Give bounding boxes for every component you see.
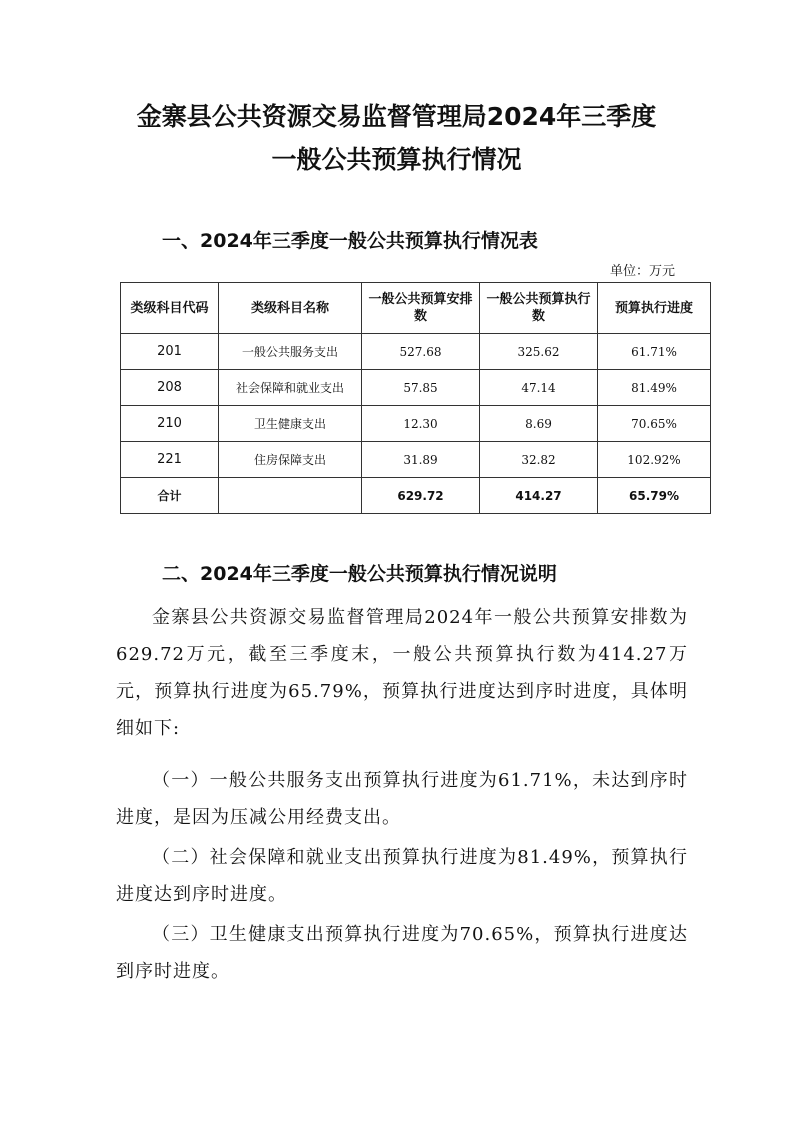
table-row [121,370,711,406]
cell-name: 社会保障和就业支出 [219,370,362,406]
budget-table [120,282,711,514]
section2-heading: 二、2024年三季度一般公共预算执行情况说明 [162,563,557,585]
total-label: 合计 [121,478,219,514]
cell-progress: 70.65% [598,406,711,442]
document-title-line1: 金寨县公共资源交易监督管理局2024年三季度 [136,102,657,131]
table-total-row [121,478,711,514]
cell-executed: 32.82 [480,442,598,478]
cell-code: 201 [121,334,219,370]
cell-executed: 325.62 [480,334,598,370]
cell-code: 210 [121,406,219,442]
cell-name: 住房保障支出 [219,442,362,478]
explanation-paragraph-item2: （二）社会保障和就业支出预算执行进度为81.49%，预算执行进度达到序时进度。 [116,847,688,905]
cell-budget: 31.89 [362,442,480,478]
cell-code: 221 [121,442,219,478]
cell-name: 卫生健康支出 [219,406,362,442]
header-progress: 预算执行进度 [598,283,711,334]
header-name: 类级科目名称 [219,283,362,334]
total-budget: 629.72 [362,478,480,514]
total-progress: 65.79% [598,478,711,514]
cell-progress: 81.49% [598,370,711,406]
cell-executed: 47.14 [480,370,598,406]
explanation-paragraph-item1: （一）一般公共服务支出预算执行进度为61.71%，未达到序时进度，是因为压减公用经费支出。 [116,770,688,828]
table-row [121,406,711,442]
explanation-paragraph-item3: （三）卫生健康支出预算执行进度为70.65%，预算执行进度达到序时进度。 [116,924,688,982]
table-row [121,442,711,478]
document-title-line2: 一般公共预算执行情况 [271,145,522,174]
header-code: 类级科目代码 [121,283,219,334]
cell-budget: 12.30 [362,406,480,442]
header-budget: 一般公共预算安排数 [362,283,480,334]
section1-heading: 一、2024年三季度一般公共预算执行情况表 [162,230,538,252]
explanation-paragraph-summary: 金寨县公共资源交易监督管理局2024年一般公共预算安排数为629.72万元，截至三季度末，一般公共预算执行数为414.27万元，预算执行进度为65.79%，预算执行进度达到序时进度，具体明细如下: [116,607,688,739]
cell-progress: 102.92% [598,442,711,478]
cell-executed: 8.69 [480,406,598,442]
table-header-row [121,283,711,334]
table-row [121,334,711,370]
cell-progress: 61.71% [598,334,711,370]
cell-code: 208 [121,370,219,406]
cell-name: 一般公共服务支出 [219,334,362,370]
total-executed: 414.27 [480,478,598,514]
total-name [219,478,362,514]
table-unit-note: 单位：万元 [609,264,675,279]
cell-budget: 57.85 [362,370,480,406]
header-executed: 一般公共预算执行数 [480,283,598,334]
cell-budget: 527.68 [362,334,480,370]
